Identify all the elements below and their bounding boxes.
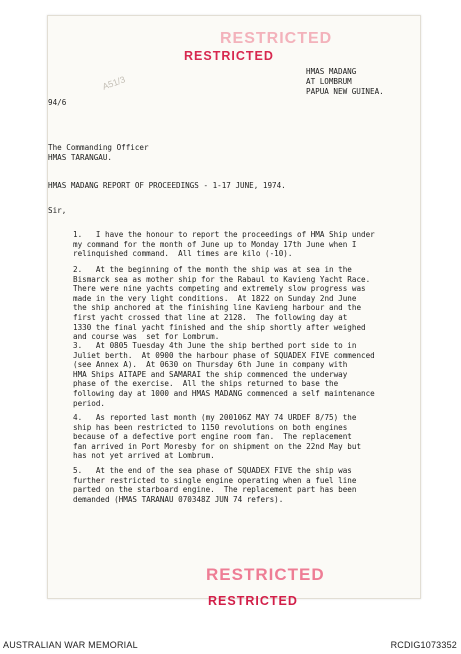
- record-id: RCDIG1073352: [390, 640, 457, 650]
- restricted-stamp-faded-top: RESTRICTED: [220, 30, 333, 47]
- document-page: [47, 15, 421, 608]
- sender-address-line-1: HMAS MADANG: [306, 67, 357, 76]
- paragraph-5: 5. At the end of the sea phase of SQUADEX FIVE the ship was further restricted to single engine operating when a fuel line parted on the starboard engine. The replacement part has been demanded (HMAS TARANAU 070348Z JUN 74 refers).: [73, 466, 357, 504]
- paragraph-4: 4. As reported last month (my 200106Z MAY 74 URDEF 8/75) the ship has been restricted to 1150 revolutions on both engines because of a defective port engine room fan. The replacement fan arrived in Port Moresby for on shipment on the 22nd May but has not yet arrived at Lombrum.: [73, 413, 362, 461]
- restricted-stamp-faded-bottom: RESTRICTED: [206, 565, 325, 584]
- recipient-line-1: The Commanding Officer: [48, 143, 149, 152]
- paragraph-1: 1. I have the honour to report the proceedings of HMA Ship under my command for the month of June up to Monday 17th June when I relinquished command. All times are kilo (-10).: [73, 230, 375, 259]
- paragraph-3: 3. At 0805 Tuesday 4th June the ship berthed port side to in Juliet berth. At 0900 the harbour phase of SQUADEX FIVE commenced (see Annex A). At 0630 on Thursday 6th June in company with HMA Ships AITAPE and SAMARAI the ship commenced the underway phase of the exercise. All the ships returned to base the following day at 1000 and HMAS MADANG commenced a self maintenance period.: [73, 341, 375, 408]
- sender-address-line-2: AT LOMBRUM: [306, 77, 352, 86]
- recipient-line-2: HMAS TARANGAU.: [48, 153, 113, 162]
- file-reference: 94/6: [48, 98, 67, 107]
- paragraph-2: 2. At the beginning of the month the ship was at sea in the Bismarck sea as mother ship for the Rabaul to Kavieng Yacht Race. There were nine yachts competing and extremely slow progress was made in the very light conditions. At 1822 on Sunday 2nd June the ship anchored at the finishing line Kavieng harbour and the first yacht crossed that line at 2128. The following day at 1330 the final yacht finished and the ship shortly after weighed and course was set for Lombrum.: [73, 265, 371, 342]
- restricted-stamp-bottom: RESTRICTED: [208, 594, 298, 608]
- restricted-stamp-top: RESTRICTED: [184, 49, 274, 63]
- salutation: Sir,: [48, 206, 67, 215]
- pencil-annotation: A51/3: [100, 74, 127, 92]
- report-subject: HMAS MADANG REPORT OF PROCEEDINGS - 1-17 JUNE, 1974.: [48, 181, 286, 190]
- sender-address-line-3: PAPUA NEW GUINEA.: [306, 87, 384, 96]
- archive-credit: AUSTRALIAN WAR MEMORIAL: [3, 640, 138, 650]
